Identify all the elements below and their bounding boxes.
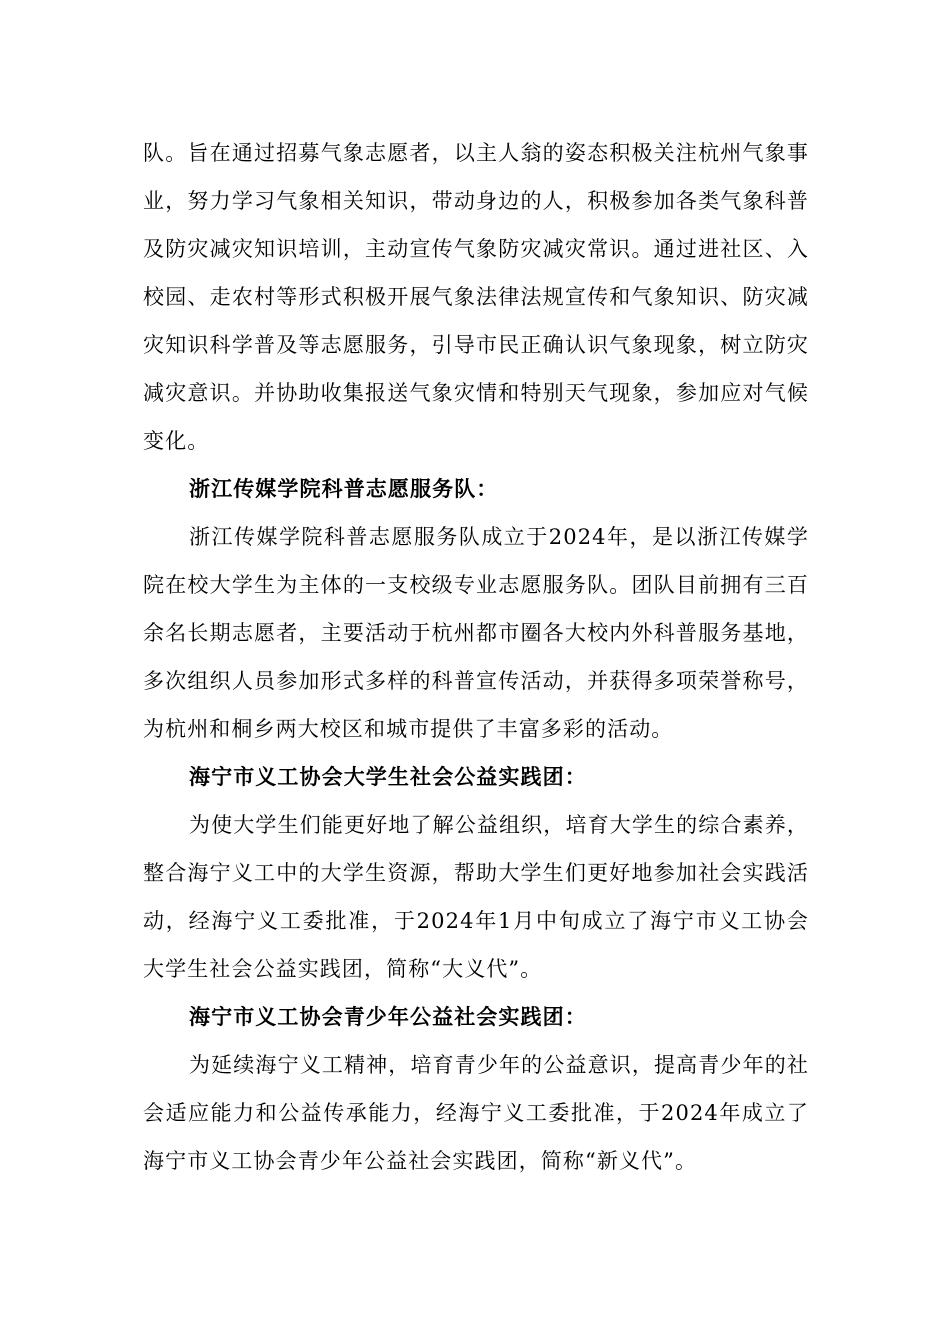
heading-haining-university-group: 海宁市义工协会大学生社会公益实践团：	[189, 764, 587, 789]
document-page	[143, 129, 809, 1185]
heading-zjcm-volunteer-team: 浙江传媒学院科普志愿服务队：	[189, 476, 499, 501]
paragraph-weather-volunteers: 队。旨在通过招募气象志愿者，以主人翁的姿态积极关注杭州气象事业，努力学习气象相关知识，带动身边的人，积极参加各类气象科普及防灾减灾知识培训，主动宣传气象防灾减灾常识。通过进社区、入校园、走农村等形式积极开展气象法律法规宣传和气象知识、防灾减灾知识科学普及等志愿服务，引导市民正确认识气象现象，树立防灾减灾意识。并协助收集报送气象灾情和特别天气现象，参加应对气候变化。	[143, 141, 809, 453]
paragraph-zjcm-volunteer-team: 浙江传媒学院科普志愿服务队成立于2024年，是以浙江传媒学院在校大学生为主体的一支校级专业志愿服务队。团队目前拥有三百余名长期志愿者，主要活动于杭州都市圈各大校内外科普服务基地，多次组织人员参加形式多样的科普宣传活动，并获得多项荣誉称号，为杭州和桐乡两大校区和城市提供了丰富多彩的活动。	[143, 525, 809, 741]
heading-haining-youth-group: 海宁市义工协会青少年公益社会实践团：	[189, 1004, 587, 1029]
paragraph-haining-university-group: 为使大学生们能更好地了解公益组织，培育大学生的综合素养，整合海宁义工中的大学生资源，帮助大学生们更好地参加社会实践活动，经海宁义工委批准，于2024年1月中旬成立了海宁市义工协会大学生社会公益实践团，简称“大义代”。	[143, 813, 809, 981]
paragraph-haining-youth-group: 为延续海宁义工精神，培育青少年的公益意识，提高青少年的社会适应能力和公益传承能力，经海宁义工委批准，于2024年成立了海宁市义工协会青少年公益社会实践团，简称“新义代”。	[143, 1053, 809, 1173]
